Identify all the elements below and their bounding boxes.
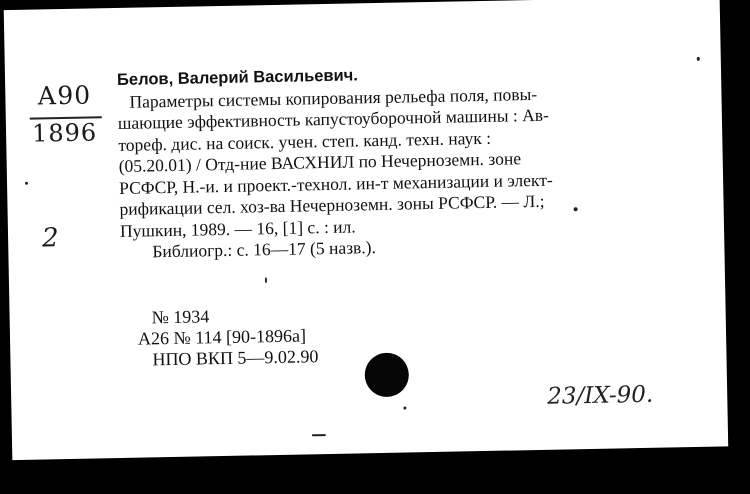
record-line-1: Параметры системы копирования рельефа поля, повы- bbox=[129, 83, 538, 112]
punch-hole bbox=[364, 352, 409, 397]
handwritten-date: 23/IX-90. bbox=[546, 381, 654, 410]
speck bbox=[574, 207, 578, 211]
speck bbox=[312, 434, 326, 436]
accession-block bbox=[137, 304, 318, 370]
npo-line: НПО ВКП 5—9.02.90 bbox=[152, 346, 319, 370]
speck bbox=[265, 277, 267, 283]
call-number-bottom: 1896 bbox=[31, 118, 98, 148]
record-line-7: Пушкин, 1989. — 16, [1] с. : ил. bbox=[119, 215, 356, 241]
speck bbox=[697, 57, 700, 61]
handwritten-mark: 2 bbox=[41, 223, 59, 254]
speck bbox=[25, 182, 28, 185]
author-heading: Белов, Валерий Васильевич. bbox=[116, 66, 359, 90]
record-line-5: РСФСР, Н.-и. и проект.-технол. ин-т механизации и элект- bbox=[118, 169, 553, 198]
record-line-2: шающие эффективность капустоуборочной машины : Ав- bbox=[117, 104, 550, 133]
record-line-4: (05.20.01) / Отд-ние ВАСХНИЛ по Нечерноземн. зоне bbox=[118, 148, 522, 176]
record-line-3: тореф. дис. на соиск. учен. степ. канд. техн. наук : bbox=[118, 127, 492, 155]
catalog-card bbox=[4, 0, 729, 460]
accession-number: № 1934 bbox=[151, 306, 210, 328]
bibliography-note: Библиогр.: с. 16—17 (5 назв.). bbox=[152, 237, 377, 262]
bibliographic-record bbox=[117, 59, 691, 263]
record-line-6: рификации сел. хоз-ва Нечерноземн. зоны РСФСР. — Л.; bbox=[119, 190, 545, 219]
speck bbox=[403, 407, 406, 410]
call-number-top: А90 bbox=[37, 80, 92, 111]
shelf-mark: А26 № 114 [90-1896а] bbox=[137, 325, 307, 349]
